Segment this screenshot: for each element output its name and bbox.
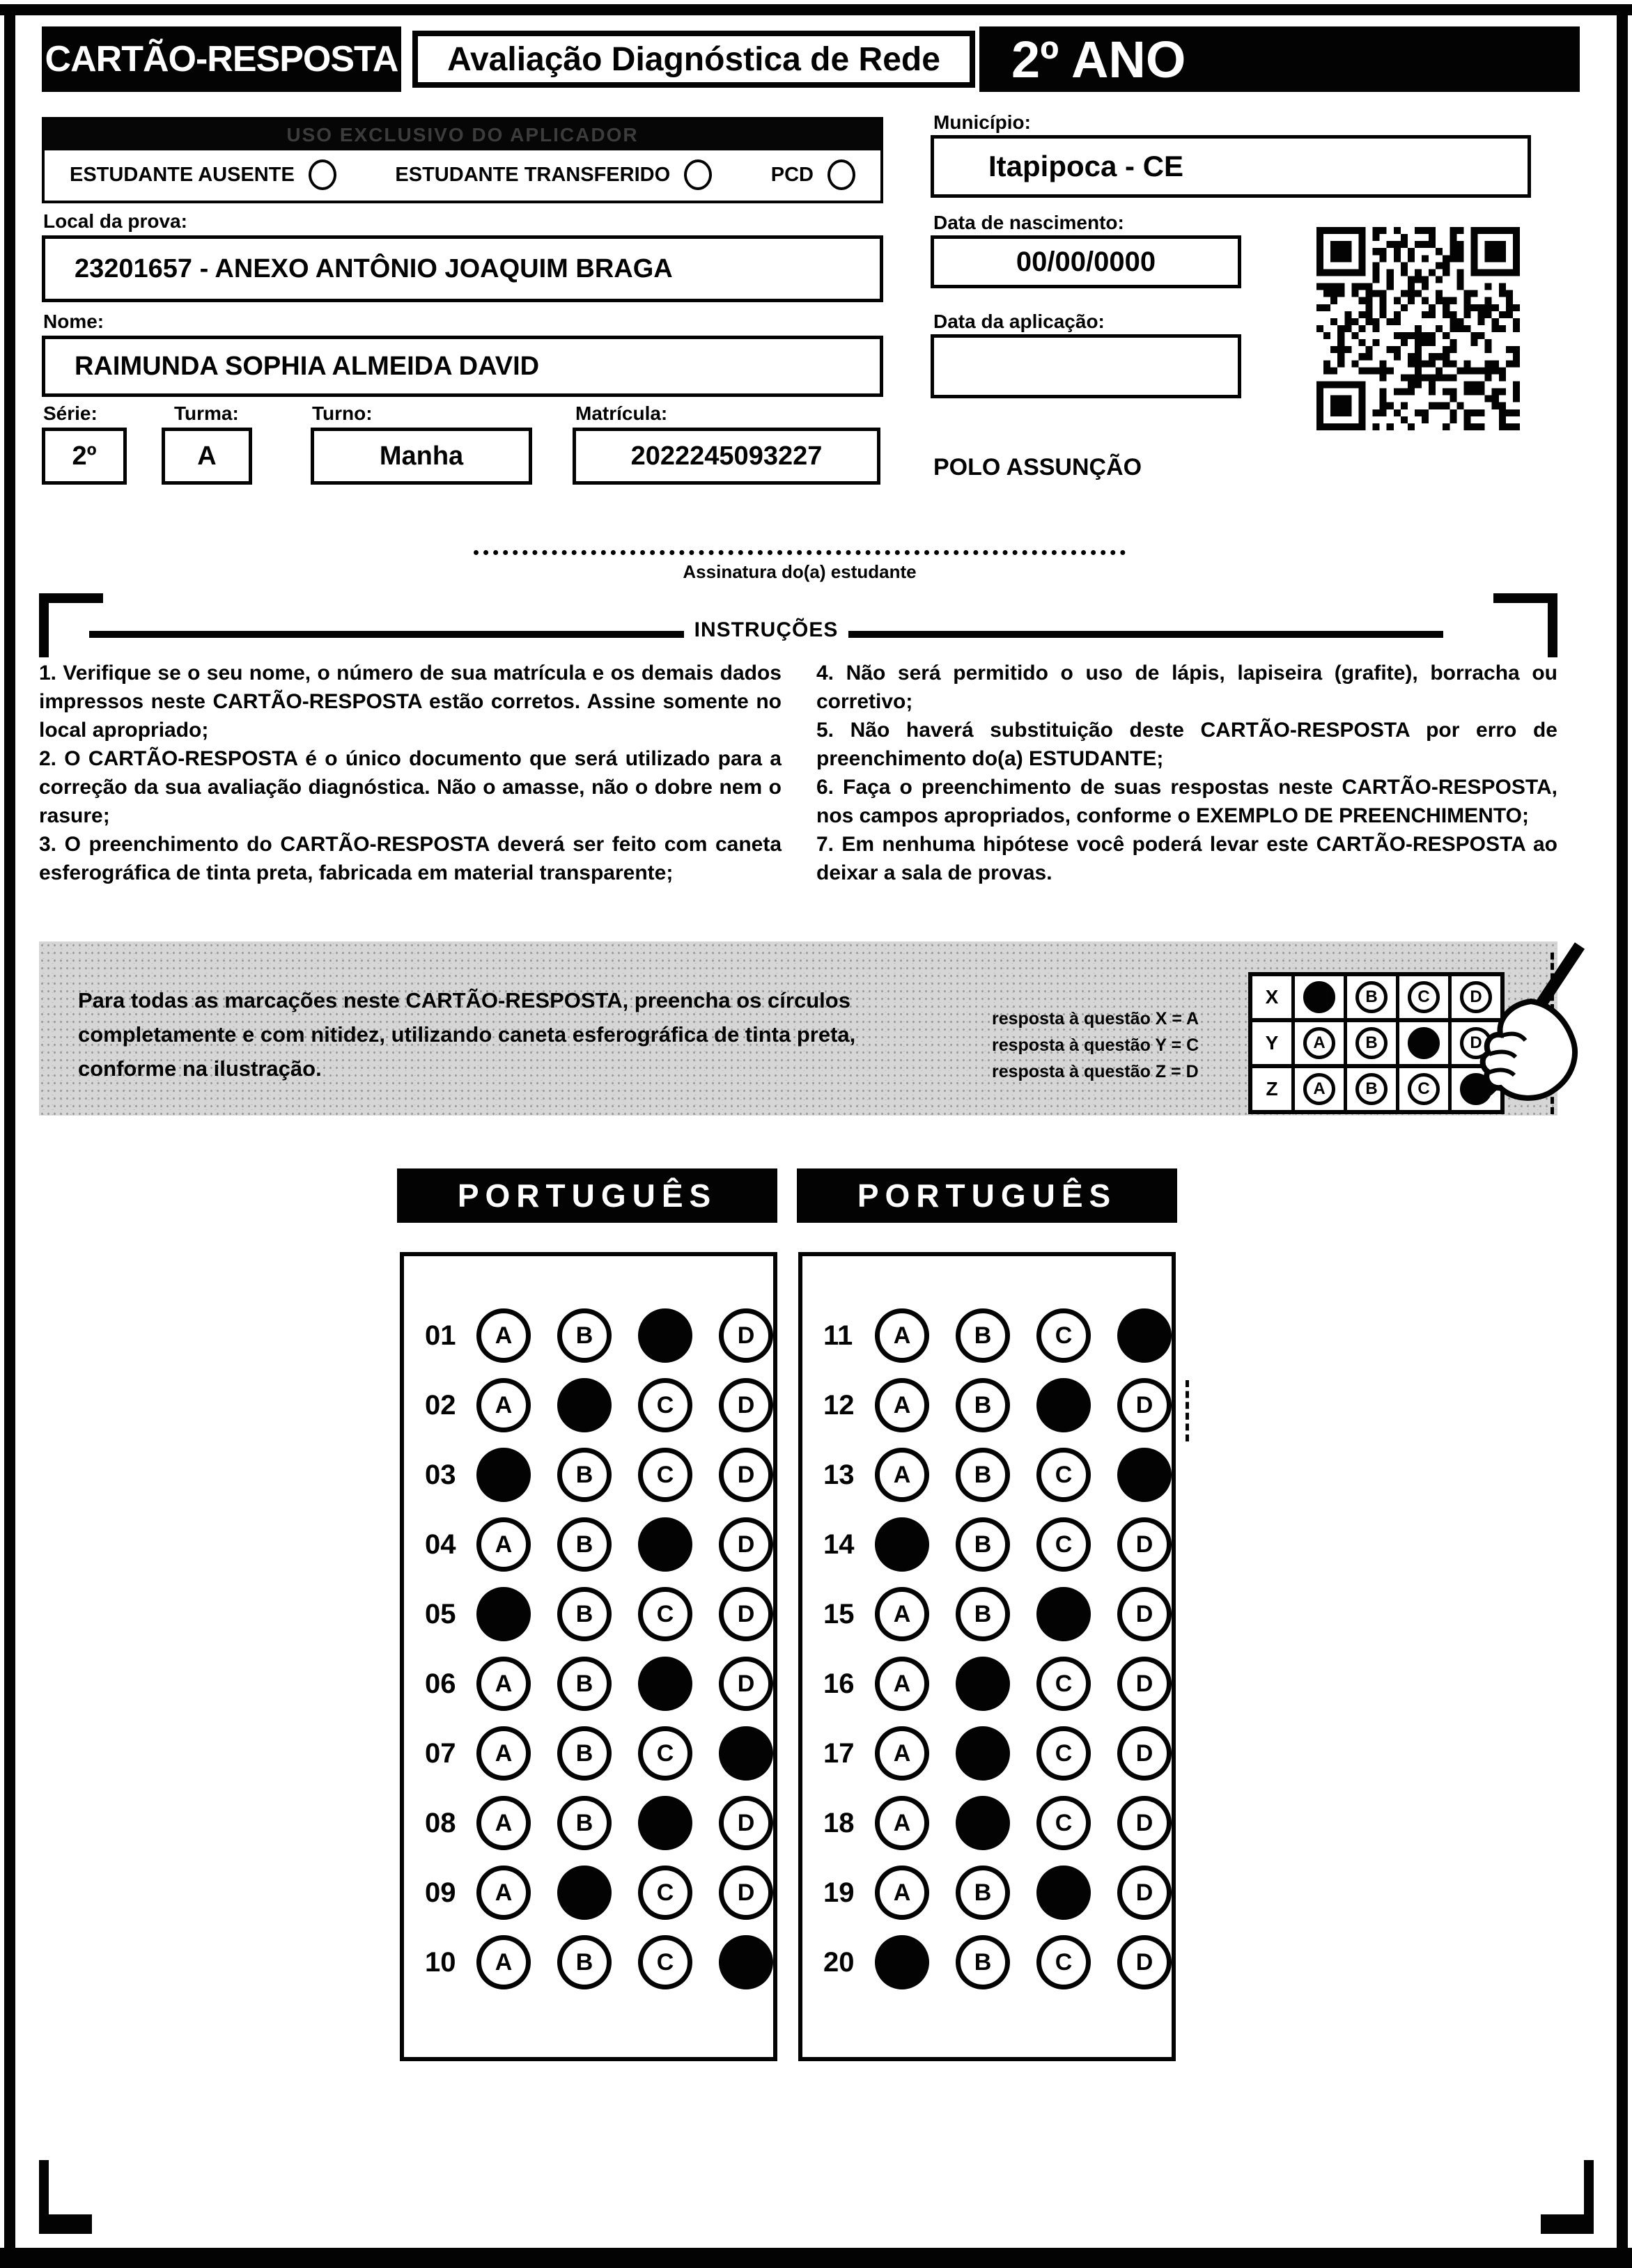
frame-right <box>1617 4 1628 2268</box>
answer-bubble-09-D[interactable]: D <box>719 1866 773 1920</box>
answer-bubble-07-B[interactable]: B <box>557 1726 612 1781</box>
answer-bubble-14-D[interactable]: D <box>1117 1517 1172 1572</box>
answer-bubble-05-C[interactable]: C <box>638 1587 692 1641</box>
answer-row-20 <box>802 1927 1172 1997</box>
answer-bubble-20-C[interactable]: C <box>1036 1935 1091 1989</box>
bracket-top-right-v <box>1548 593 1557 657</box>
answer-bubble-19-D[interactable]: D <box>1117 1866 1172 1920</box>
answer-bubble-02-D[interactable]: D <box>719 1378 773 1432</box>
municipio-value-box: Itapipoca - CE <box>931 135 1531 198</box>
answer-bubble-04-A[interactable]: A <box>476 1517 531 1572</box>
answer-bubble-12-A[interactable]: A <box>875 1378 929 1432</box>
instructions-rule-left <box>89 631 684 638</box>
answer-row-01 <box>404 1301 773 1370</box>
instruction-item-1: 1. Verifique se o seu nome, o número de sua matrícula e os demais dados impressos neste CARTÃO-RESPOSTA estão corretos. Assine somente no local apropriado; <box>39 662 782 742</box>
answer-bubble-01-C[interactable] <box>638 1308 692 1363</box>
answer-bubble-17-B[interactable] <box>956 1726 1010 1781</box>
answer-bubble-18-C[interactable]: C <box>1036 1796 1091 1850</box>
answer-bubble-13-D[interactable] <box>1117 1448 1172 1502</box>
answer-bubble-07-C[interactable]: C <box>638 1726 692 1781</box>
card-title: CARTÃO-RESPOSTA <box>42 26 401 92</box>
example-bubble-X-C: C <box>1408 981 1440 1013</box>
answer-bubble-12-D[interactable]: D <box>1117 1378 1172 1432</box>
question-number-05: 05 <box>425 1598 456 1629</box>
example-row-label-Z: Z <box>1252 1068 1295 1110</box>
applicator-section <box>42 117 883 203</box>
answer-bubble-11-A[interactable]: A <box>875 1308 929 1363</box>
answer-bubble-04-B[interactable]: B <box>557 1517 612 1572</box>
example-cell-Z-A <box>1295 1068 1347 1110</box>
serie-label: Série: <box>43 402 98 424</box>
answer-bubble-06-C[interactable] <box>638 1657 692 1711</box>
frame-top <box>0 4 1632 15</box>
answer-bubble-05-D[interactable]: D <box>719 1587 773 1641</box>
answer-row-04 <box>404 1510 773 1579</box>
answer-bubble-13-A[interactable]: A <box>875 1448 929 1502</box>
answer-row-19 <box>802 1858 1172 1927</box>
turno-label: Turno: <box>312 402 373 424</box>
example-row-label-Y: Y <box>1252 1022 1295 1064</box>
answer-bubble-14-A[interactable] <box>875 1517 929 1572</box>
section-header-portugues-2: PORTUGUÊS <box>797 1168 1177 1223</box>
answer-bubble-03-A[interactable] <box>476 1448 531 1502</box>
student-transferred-option <box>395 159 712 190</box>
answer-bubble-15-C[interactable] <box>1036 1587 1091 1641</box>
answer-row-13 <box>802 1440 1172 1510</box>
student-transferred-bubble[interactable] <box>684 159 712 190</box>
pcd-option <box>771 159 855 190</box>
answer-bubble-12-C[interactable] <box>1036 1378 1091 1432</box>
aplicacao-label: Data da aplicação: <box>933 311 1105 332</box>
answer-bubble-08-A[interactable]: A <box>476 1796 531 1850</box>
answer-bubble-13-C[interactable]: C <box>1036 1448 1091 1502</box>
answer-bubble-02-C[interactable]: C <box>638 1378 692 1432</box>
question-number-17: 17 <box>823 1737 855 1769</box>
grade-banner: 2º ANO <box>979 26 1580 92</box>
instructions-left-column <box>39 659 782 887</box>
answer-bubble-16-D[interactable]: D <box>1117 1657 1172 1711</box>
pcd-bubble[interactable] <box>827 159 855 190</box>
bracket-bottom-left <box>39 2214 92 2234</box>
qr-code <box>1316 227 1520 430</box>
student-absent-label: ESTUDANTE AUSENTE <box>70 163 295 186</box>
question-number-12: 12 <box>823 1389 855 1421</box>
question-number-20: 20 <box>823 1946 855 1978</box>
instructions-title: INSTRUÇÕES <box>694 618 839 641</box>
student-transferred-label: ESTUDANTE TRANSFERIDO <box>395 163 671 186</box>
signature-caption: Assinatura do(a) estudante <box>683 561 917 582</box>
turma-value-box: A <box>162 428 252 485</box>
answer-bubble-20-D[interactable]: D <box>1117 1935 1172 1989</box>
matricula-value-box: 2022245093227 <box>573 428 880 485</box>
municipio-label: Município: <box>933 111 1031 133</box>
example-bubble-Y-B: B <box>1355 1027 1388 1059</box>
answer-bubble-02-A[interactable]: A <box>476 1378 531 1432</box>
answer-bubble-20-A[interactable] <box>875 1935 929 1989</box>
nascimento-label: Data de nascimento: <box>933 212 1124 233</box>
answer-row-08 <box>404 1788 773 1858</box>
instruction-item-7: 7. Em nenhuma hipótese você poderá levar este CARTÃO-RESPOSTA ao deixar a sala de provas. <box>816 833 1557 884</box>
answer-bubble-06-B[interactable]: B <box>557 1657 612 1711</box>
matricula-label: Matrícula: <box>575 402 668 424</box>
signature-line[interactable] <box>474 550 1126 555</box>
answer-row-10 <box>404 1927 773 1997</box>
example-legend <box>992 1006 1250 1085</box>
answer-row-15 <box>802 1579 1172 1649</box>
answer-row-14 <box>802 1510 1172 1579</box>
answer-row-17 <box>802 1719 1172 1788</box>
answer-bubble-17-A[interactable]: A <box>875 1726 929 1781</box>
answer-box <box>400 1252 777 2061</box>
question-number-03: 03 <box>425 1459 456 1490</box>
example-bubble-X-D: D <box>1460 981 1492 1013</box>
question-number-08: 08 <box>425 1807 456 1838</box>
question-number-10: 10 <box>425 1946 456 1978</box>
assessment-title: Avaliação Diagnóstica de Rede <box>412 31 975 88</box>
example-legend-x: resposta à questão X = A <box>992 1009 1199 1029</box>
answer-bubble-16-C[interactable]: C <box>1036 1657 1091 1711</box>
answer-box <box>798 1252 1176 2061</box>
answer-row-02 <box>404 1370 773 1440</box>
instruction-item-4: 4. Não será permitido o uso de lápis, lapiseira (grafite), borracha ou corretivo; <box>816 662 1557 713</box>
answer-bubble-19-C[interactable] <box>1036 1866 1091 1920</box>
instruction-item-6: 6. Faça o preenchimento de suas respostas neste CARTÃO-RESPOSTA, nos campos apropriados, conforme o EXEMPLO DE PREENCHIMENTO; <box>816 776 1557 827</box>
answer-bubble-14-B[interactable]: B <box>956 1517 1010 1572</box>
example-cell-Z-B <box>1347 1068 1399 1110</box>
question-number-14: 14 <box>823 1528 855 1560</box>
example-bubble-Z-B: B <box>1355 1073 1388 1105</box>
answer-bubble-08-D[interactable]: D <box>719 1796 773 1850</box>
answer-bubble-16-A[interactable]: A <box>875 1657 929 1711</box>
answer-bubble-03-D[interactable]: D <box>719 1448 773 1502</box>
answer-bubble-16-B[interactable] <box>956 1657 1010 1711</box>
turma-label: Turma: <box>174 402 239 424</box>
nome-label: Nome: <box>43 311 104 332</box>
hand-with-pen-icon <box>1414 941 1595 1116</box>
nome-value-box: RAIMUNDA SOPHIA ALMEIDA DAVID <box>42 336 883 397</box>
answer-bubble-10-A[interactable]: A <box>476 1935 531 1989</box>
frame-bottom <box>0 2248 1632 2268</box>
example-bubble-Z-C: C <box>1408 1073 1440 1105</box>
question-number-02: 02 <box>425 1389 456 1421</box>
applicator-bar-label: USO EXCLUSIVO DO APLICADOR <box>45 120 880 150</box>
answer-bubble-13-B[interactable]: B <box>956 1448 1010 1502</box>
example-row-label-X: X <box>1252 976 1295 1018</box>
answer-bubble-01-A[interactable]: A <box>476 1308 531 1363</box>
answer-bubble-11-D[interactable] <box>1117 1308 1172 1363</box>
answer-bubble-18-B[interactable] <box>956 1796 1010 1850</box>
answer-bubble-20-B[interactable]: B <box>956 1935 1010 1989</box>
answer-bubble-10-B[interactable]: B <box>557 1935 612 1989</box>
answer-bubble-06-A[interactable]: A <box>476 1657 531 1711</box>
example-cell-X-B <box>1347 976 1399 1018</box>
answer-bubble-06-D[interactable]: D <box>719 1657 773 1711</box>
instruction-item-3: 3. O preenchimento do CARTÃO-RESPOSTA deverá ser feito com caneta esferográfica de tinta preta, fabricada em material transparente; <box>39 833 782 884</box>
aplicacao-value-box <box>931 334 1241 398</box>
question-number-18: 18 <box>823 1807 855 1838</box>
question-number-04: 04 <box>425 1528 456 1560</box>
answer-bubble-18-A[interactable]: A <box>875 1796 929 1850</box>
answer-bubble-05-A[interactable] <box>476 1587 531 1641</box>
answer-bubble-03-B[interactable]: B <box>557 1448 612 1502</box>
nascimento-value-box: 00/00/0000 <box>931 235 1241 288</box>
answer-row-07 <box>404 1719 773 1788</box>
pcd-label: PCD <box>770 163 814 186</box>
local-value-box: 23201657 - ANEXO ANTÔNIO JOAQUIM BRAGA <box>42 235 883 302</box>
answer-bubble-08-C[interactable] <box>638 1796 692 1850</box>
example-bubble-Y-D: D <box>1460 1027 1492 1059</box>
answer-bubble-07-D[interactable] <box>719 1726 773 1781</box>
question-number-16: 16 <box>823 1668 855 1699</box>
section-header-portugues-1: PORTUGUÊS <box>397 1168 777 1223</box>
answer-bubble-07-A[interactable]: A <box>476 1726 531 1781</box>
bracket-top-left-v <box>39 593 49 657</box>
answer-bubble-15-A[interactable]: A <box>875 1587 929 1641</box>
answer-bubble-19-B[interactable]: B <box>956 1866 1010 1920</box>
answer-bubble-17-C[interactable]: C <box>1036 1726 1091 1781</box>
answer-bubble-11-B[interactable]: B <box>956 1308 1010 1363</box>
answer-bubble-09-B[interactable] <box>557 1866 612 1920</box>
answer-bubble-04-C[interactable] <box>638 1517 692 1572</box>
answer-bubble-12-B[interactable]: B <box>956 1378 1010 1432</box>
answer-bubble-04-D[interactable]: D <box>719 1517 773 1572</box>
question-number-19: 19 <box>823 1877 855 1908</box>
example-bubble-Z-A: A <box>1303 1073 1335 1105</box>
answer-bubble-15-D[interactable]: D <box>1117 1587 1172 1641</box>
question-number-07: 07 <box>425 1737 456 1769</box>
student-absent-option <box>70 159 336 190</box>
question-number-01: 01 <box>425 1320 456 1351</box>
answer-row-09 <box>404 1858 773 1927</box>
question-number-09: 09 <box>425 1877 456 1908</box>
answer-bubble-10-D[interactable] <box>719 1935 773 1989</box>
answer-row-06 <box>404 1649 773 1719</box>
answer-bubble-18-D[interactable]: D <box>1117 1796 1172 1850</box>
polo-label: POLO ASSUNÇÃO <box>933 454 1142 480</box>
answer-bubble-03-C[interactable]: C <box>638 1448 692 1502</box>
student-absent-bubble[interactable] <box>309 159 336 190</box>
answer-bubble-08-B[interactable]: B <box>557 1796 612 1850</box>
frame-left <box>4 4 15 2268</box>
answer-bubble-09-C[interactable]: C <box>638 1866 692 1920</box>
answer-bubble-19-A[interactable]: A <box>875 1866 929 1920</box>
example-note: Para todas as marcações neste CARTÃO-RESPOSTA, preencha os círculos completamente e com nitidez, utilizando caneta esferográfica de tinta preta, conforme na ilustração. <box>78 988 856 1081</box>
serie-value-box: 2º <box>42 428 127 485</box>
question-number-06: 06 <box>425 1668 456 1699</box>
answer-bubble-09-A[interactable]: A <box>476 1866 531 1920</box>
local-label: Local da prova: <box>43 210 187 232</box>
instruction-item-2: 2. O CARTÃO-RESPOSTA é o único documento que será utilizado para a correção da sua avaliação diagnóstica. Não o amasse, não o dobre nem o rasure; <box>39 747 782 827</box>
answer-bubble-01-B[interactable]: B <box>557 1308 612 1363</box>
example-bubble-X-A <box>1303 981 1335 1013</box>
answer-bubble-10-C[interactable]: C <box>638 1935 692 1989</box>
question-number-11: 11 <box>823 1320 853 1351</box>
answer-row-12 <box>802 1370 1172 1440</box>
answer-bubble-02-B[interactable] <box>557 1378 612 1432</box>
instruction-item-5: 5. Não haverá substituição deste CARTÃO-RESPOSTA por erro de preenchimento do(a) ESTUDANTE; <box>816 719 1557 770</box>
answer-bubble-15-B[interactable]: B <box>956 1587 1010 1641</box>
answer-row-03 <box>404 1440 773 1510</box>
bracket-bottom-right <box>1541 2214 1594 2234</box>
answer-row-18 <box>802 1788 1172 1858</box>
instructions-rule-right <box>848 631 1443 638</box>
question-number-13: 13 <box>823 1459 855 1490</box>
turno-value-box: Manha <box>311 428 532 485</box>
example-bubble-X-B: B <box>1355 981 1388 1013</box>
example-legend-y: resposta à questão Y = C <box>992 1035 1199 1055</box>
answer-row-11 <box>802 1301 1172 1370</box>
example-cell-Y-B <box>1347 1022 1399 1064</box>
answer-bubble-11-C[interactable]: C <box>1036 1308 1091 1363</box>
example-legend-z: resposta à questão Z = D <box>992 1062 1199 1081</box>
example-bubble-Y-A: A <box>1303 1027 1335 1059</box>
example-cell-Y-A <box>1295 1022 1347 1064</box>
instructions-right-column <box>816 659 1557 887</box>
example-cell-X-A <box>1295 976 1347 1018</box>
answer-bubble-05-B[interactable]: B <box>557 1587 612 1641</box>
answer-bubble-17-D[interactable]: D <box>1117 1726 1172 1781</box>
answer-row-05 <box>404 1579 773 1649</box>
question-number-15: 15 <box>823 1598 855 1629</box>
answer-bubble-14-C[interactable]: C <box>1036 1517 1091 1572</box>
fold-mark-mid <box>1186 1380 1189 1441</box>
answer-bubble-01-D[interactable]: D <box>719 1308 773 1363</box>
answer-row-16 <box>802 1649 1172 1719</box>
